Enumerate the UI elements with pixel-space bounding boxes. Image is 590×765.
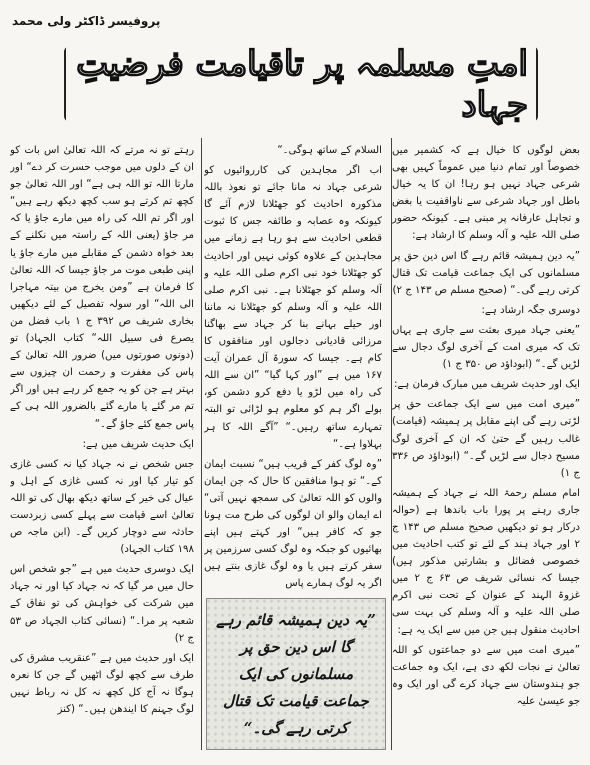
paragraph: جس شخص نے نہ جہاد کیا نہ کسی غازی کو تیار کیا اور نہ کسی غازی کے اہل و عیال کی خیر کے ساتھ دیکھ بھال کی تو اللہ تعالیٰ اسے قیامت سے پہلے کسی زبردست حادثہ سے دوچار کریں گے۔ (ابن ماجہ ص ۱۹۸ کتاب الجہاد): [10, 458, 194, 556]
column-divider: [201, 138, 202, 750]
pull-quote-text: ”یہ دین ہمیشہ قائم رہے گا اس دین حق پر مسلمانوں کی ایک جماعت قیامت تک قتال کرتی رہے گی۔“: [216, 610, 376, 737]
hadith-quote: ”یعنی جہاد میری بعثت سے جاری ہے یہاں تک کہ میری امت کے آخری لوگ دجال سے لڑیں گے۔“ (ابوداؤد ص ۳۵۰ ج ۱): [392, 324, 580, 371]
hadith-quote: ”یہ دین ہمیشہ قائم رہے گا اس دین حق پر مسلمانوں کی ایک جماعت قیامت تک قتال کرتی رہے گی۔“ (صحیح مسلم ص ۱۴۳ ج ۲): [392, 250, 580, 296]
paragraph: ایک دوسری حدیث میں ہے ”جو شخص اس حال میں مر گیا کہ نہ جہاد کیا اور نہ جہاد میں شرکت کی خواہش کی تو نفاق کے شعبہ پر مرا۔“ (نسائی کتاب الجہاد ص ۵۳ ج ۲): [10, 564, 194, 644]
paragraph: دوسری جگہ ارشاد ہے:: [481, 304, 580, 316]
paragraph: ”وہ لوگ کفر کے قریب ہیں“ نسبت ایمان کے۔“ تو ہوا منافقین کا حال کہ جن ایمان والوں کو اللہ تعالیٰ کی سمجھ نہیں آتی“ اے ایمان والو ان لوگوں کی طرح مت ہونا جو کہ کافر ہیں“ اور کہتے ہیں اپنے بھائیوں کو جبکہ وہ لوگ کسی سرزمین پر سفر کرتے ہیں یا وہ لوگ غازی بنتے ہیں اگر یہ لوگ ہمارے پاس: [204, 458, 382, 590]
headline-title: امتِ مسلمہ پر تاقیامت فرضیتِ جہاد: [66, 43, 536, 125]
headline-box: [64, 44, 538, 125]
paragraph: امام مسلم رحمۃ اللہ نے جہاد کے ہمیشہ جاری رہنے پر پورا باب باندھا ہے (حوالہ درکار ہو تو دیکھیں صحیح مسلم ص ۱۴۳ ج ۲ اور جہاد ہند کے لئے تو کتب احادیث میں خصوصی فضائل و بشارتیں مذکور ہیں) جیسا کہ نسائی شریف ص ۶۳ ج ۲ میں غزوۃ الہند کے عنوان کے تحت نبی اکرم صلی اللہ علیہ و آلہ وسلم کی بہت سی احادیث منقول ہیں جن میں سے ایک یہ ہے:: [392, 487, 580, 636]
paragraph: اب اگر مجاہدین کی کارروائیوں کو شرعی جہاد نہ مانا جائے تو نعوذ باللہ مذکورہ احادیث کو جھٹلانا لازم آئے گا کیونکہ وہ عصابہ و طائفہ جس کا ثبوت قطعی احادیث سے ہو رہا ہے زمانے میں مجاہدین کے علاوہ کوئی نہیں اور احادیث کو جھٹلانا خود نبی اکرم صلی اللہ علیہ و آلہ وسلم کو جھٹلانا ہے۔ نبی اکرم صلی اللہ علیہ و آلہ وسلم کو جھٹلانا نہ ماننا اور حیلے بہانے بنا کر جہاد سے بھاگنا مرزائی قادیانی دجالوں اور منافقوں کا کام ہے۔ جیسا کہ سورۃ آل عمران آیت ۱۶۷ میں ہے ”اور کہا گیا“ ”ان سے اللہ کی راہ میں لڑو یا دفع کرو دشمن کو، بولے اگر ہم کو معلوم ہو لڑائی تو البتہ تمہارے ساتھ رہیں۔“ ”آگے اللہ کا ہر بہلاوا ہے۔“: [204, 165, 382, 450]
paragraph: رہتے تو نہ مرتے کہ اللہ تعالیٰ اس بات کو ان کے دلوں میں موجب حسرت کر دے“ اور مارتا اللہ تو اللہ ہی ہے“ اور اللہ تعالیٰ جو کچھ تم کرتے ہو سب کچھ دیکھ رہے ہیں“ اور اگر تم اللہ کی راہ میں مارے جاؤ یا کہ مر جاؤ (یعنی اللہ کے راستہ میں نکلنے کے بعد خواہ دشمن کے مقابلے میں مارے جاؤ یا اپنی طبعی موت مر جاؤ جیسا کہ اللہ تعالیٰ کا فرمان ہے ”ومن یخرج من بیتہ مہاجرا الی اللہ“ اور سولہ تفصیل کے لئے دیکھیں بخاری شریف ص ۳۹۲ ج ۱ باب فضل من یصرع فی سبیل اللہ“ کتاب الجہاد) تو (دونوں صورتوں میں) ضرور اللہ تعالیٰ کے پاس کی مغفرت و رحمت ان چیزوں سے بہتر ہے جن کو یہ جمع کر رہے ہیں اور اگر تم مر گئے یا مارے گئے بالضرور اللہ ہی کے پاس جمع کئے جاؤ گے۔“: [10, 145, 194, 430]
column-left: [10, 142, 194, 758]
paragraph: ایک اور حدیث شریف میں مبارک فرمان ہے:: [393, 379, 580, 391]
hadith-quote: ”میری امت میں سے ایک جماعت حق پر لڑتی رہے گی اپنے مقابل پر ہمیشہ (قیامت) غالب رہیں گے حتیٰ کہ ان کے آخری لوگ مسیح دجال سے لڑیں گے۔“ (ابوداؤد ص ۳۳۶ ج ۱): [392, 399, 580, 479]
paragraph: السلام کے ساتھ ہوگی۔“: [277, 145, 382, 156]
author-byline: پروفیسر ڈاکٹر ولی محمد: [12, 14, 161, 28]
column-middle: [204, 142, 382, 592]
paragraph: ایک حدیث شریف میں ہے:: [82, 438, 194, 450]
paragraph: بعض لوگوں کا خیال ہے کہ کشمیر میں خصوصاً اور تمام دنیا میں عموماً کہیں بھی شرعی جہاد نہیں ہو رہا! ان کا یہ خیال باطل اور جہاد شرعی سے ناواقفیت یا بغض و تجاہل عارفانہ پر مبنی ہے۔ کیونکہ حضور صلی اللہ علیہ و آلہ وسلم کا ارشاد ہے:: [392, 145, 580, 242]
column-right: [392, 142, 580, 758]
paragraph: ایک اور حدیث میں ہے ”عنقریب مشرق کی طرف سے کچھ لوگ اٹھیں گے جن کا نعرہ ہوگا نہ آج کل کچھ نہ کل نہ رباط نہیں لوگ جہنم کا ایندھن ہیں۔“ (کنز: [10, 652, 194, 715]
hadith-quote: ”میری امت میں سے دو جماعتوں کو اللہ تعالیٰ نے نجات لکھ دی ہے، ایک وہ جماعت جو ہندوستان سے جہاد کرے گی اور ایک وہ جو عیسیٰ علیہ: [392, 644, 580, 707]
pull-quote-box: [206, 598, 386, 750]
